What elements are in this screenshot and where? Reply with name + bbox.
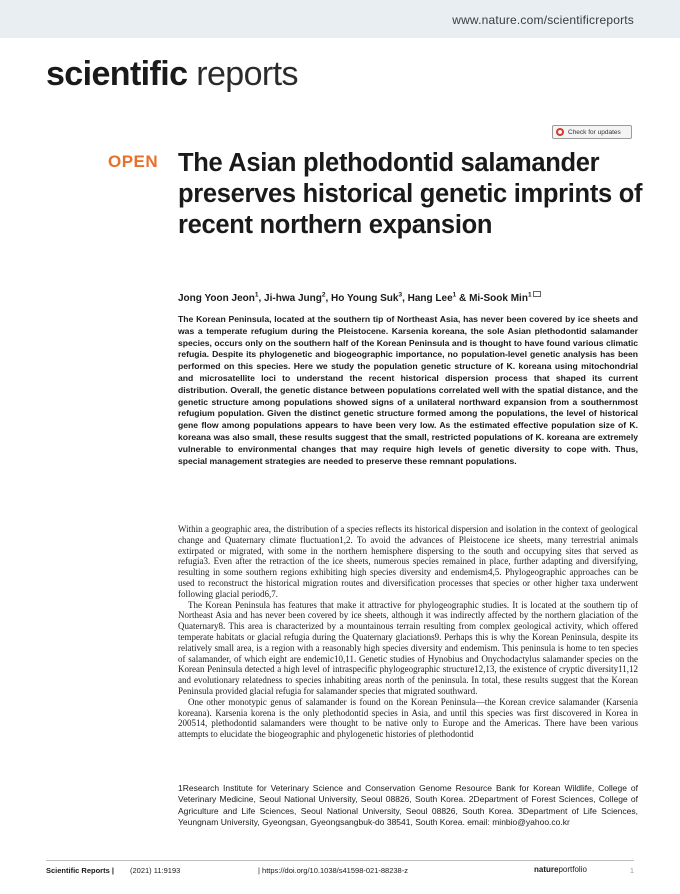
author-name[interactable]: Ji-hwa Jung	[264, 293, 322, 304]
check-for-updates-label: Check for updates	[568, 128, 621, 136]
author-affiliation: 1	[452, 291, 457, 299]
footer-doi-link[interactable]: | https://doi.org/10.1038/s41598-021-88238-z	[258, 866, 408, 875]
footer-divider	[46, 860, 634, 861]
brand-light: portfolio	[558, 865, 587, 874]
crossmark-icon	[556, 128, 564, 136]
author-list: Jong Yoon Jeon$^1$, Ji-hwa Jung$^2$, Ho Young Suk$^3$, Hang Lee$^1$ & Mi-Sook Min$^1$	[178, 291, 541, 304]
email-icon[interactable]	[533, 291, 541, 297]
abstract: The Korean Peninsula, located at the southern tip of Northeast Asia, has never been covered by ice sheets and was a temperate refugium during the Pleistocene. Karsenia koreana, the sole Asian plethodontid salamander species, occurs only on the southern half of the Korean Peninsula and is thought to have found various climatic refugia. Despite its phylogenetic and biogeographic importance, no population-level genetic analysis has been performed on this species. Here we study the population genetic structure of K. koreana using mitochondrial and microsatellite loci to understand the recent historical dispersion process that shaped its current distribution. Overall, the genetic distance between populations correlated well with the spatial distance, and the genetic structure among populations showed signs of a unilateral northward expansion from a southernmost refugium population. Given the distinct genetic structure formed among the populations, the level of historical gene flow among populations appears to have been very low. As the estimated effective population size of K. koreana was also small, these results suggest that the small, restricted populations of K. koreana are extremely vulnerable to environmental changes that may require high levels of genetic diversity to cope with. Thus, special management strategies are needed to preserve these remnant populations.	[178, 314, 638, 466]
footer-volume: (2021) 11:9193	[130, 866, 181, 875]
journal-logo-bold: scientific	[46, 55, 188, 93]
open-access-label: OPEN	[108, 152, 159, 171]
author-affiliation: 1	[254, 291, 259, 299]
body-paragraph: The Korean Peninsula has features that make it attractive for phylogeographic studies. It is located at the southern tip of Northeast Asia and has never been covered by ice sheets, although it was indirectly affected by the northern glaciation of the Quaternary8. This area is characterized by a mountainous terrain resulting from complex geological activity, which offered temperate habitats or glacial refugia during the Quaternary glaciations9. Perhaps this is why the Korean Peninsula, despite its relatively small area, is a region with a reasonably high species diversity and endemism. This peninsula is home to ten species of salamander, of which eight are endemic10,11. Genetic studies of Hynobius and Onychodactylus salamander species on the Korean Peninsula detected a high level of intraspecific phylogeographic structure12,13, the existence of cryptic diversity11,12 and evolutionary relatedness to species inhabiting areas north of the peninsula. In total, these results suggest that the Korean Peninsula provided glacial refugia for salamander species that migrated southward.	[178, 599, 638, 696]
body-paragraph: One other monotypic genus of salamander is found on the Korean Peninsula—the Korean crevice salamander (Karsenia koreana). Karsenia korena is the only plethodontid species in Asia, and until this species was first discovered in Korea in 200514, plethodontid salamanders were thought to be native only to Europe and the Americas. There have been various attempts to elucidate the biogeographic and phylogenetic histories of plethodontid	[178, 696, 638, 740]
page-number: 1	[629, 866, 634, 875]
author-affiliation: 3	[398, 291, 403, 299]
page-footer	[46, 866, 634, 880]
body-paragraph: Within a geographic area, the distribution of a species reflects its historical dispersion and isolation in the context of geological change and Quaternary climate fluctuation1,2. To avoid the advances of Pleistocene ice sheets, many terrestrial animals extirpated or migrated, with some in the northern hemisphere dispersing to the south and occupying sites that served as refugia3. Even after the retraction of the ice sheets, numerous species remained in place, further adapting and diversifying, resulting in some southern regions exhibiting high species diversity and endemism4,5. Phylogeographic approaches can be used to reconstruct the historical migration routes and diversification processes that species or other higher taxa underwent following glacial period6,7.	[178, 524, 638, 599]
brand-bold: nature	[534, 865, 559, 874]
author-name[interactable]: Mi-Sook Min	[469, 293, 528, 304]
top-bar	[0, 0, 680, 38]
check-for-updates-button[interactable]	[552, 125, 632, 139]
journal-logo	[46, 55, 298, 94]
author-name[interactable]: Hang Lee	[407, 293, 453, 304]
article-title: The Asian plethodontid salamander preserves historical genetic imprints of recent northern expansion	[178, 149, 643, 239]
author-name[interactable]: Ho Young Suk	[331, 293, 399, 304]
nature-portfolio-logo	[534, 865, 587, 874]
author-affiliation: 2	[321, 291, 326, 299]
author-name[interactable]: Jong Yoon Jeon	[178, 293, 255, 304]
affiliations: 1Research Institute for Veterinary Science and Conservation Genome Resource Bank for Korean Wildlife, College of Veterinary Medicine, Seoul National University, Seoul 08826, South Korea. 2Department of Forest Sciences, College of Agriculture and Life Sciences, Seoul National University, Seoul 08826, South Korea. 3Department of Life Sciences, Yeungnam University, Gyeongsan, Gyeongsangbuk-do 38541, South Korea. email: minbio@yahoo.co.kr	[178, 783, 638, 828]
journal-url-link[interactable]: www.nature.com/scientificreports	[452, 13, 634, 27]
footer-journal: Scientific Reports |	[46, 866, 114, 875]
body-text	[178, 524, 638, 740]
author-affiliation: 1	[527, 291, 532, 299]
journal-logo-light: reports	[196, 55, 298, 93]
